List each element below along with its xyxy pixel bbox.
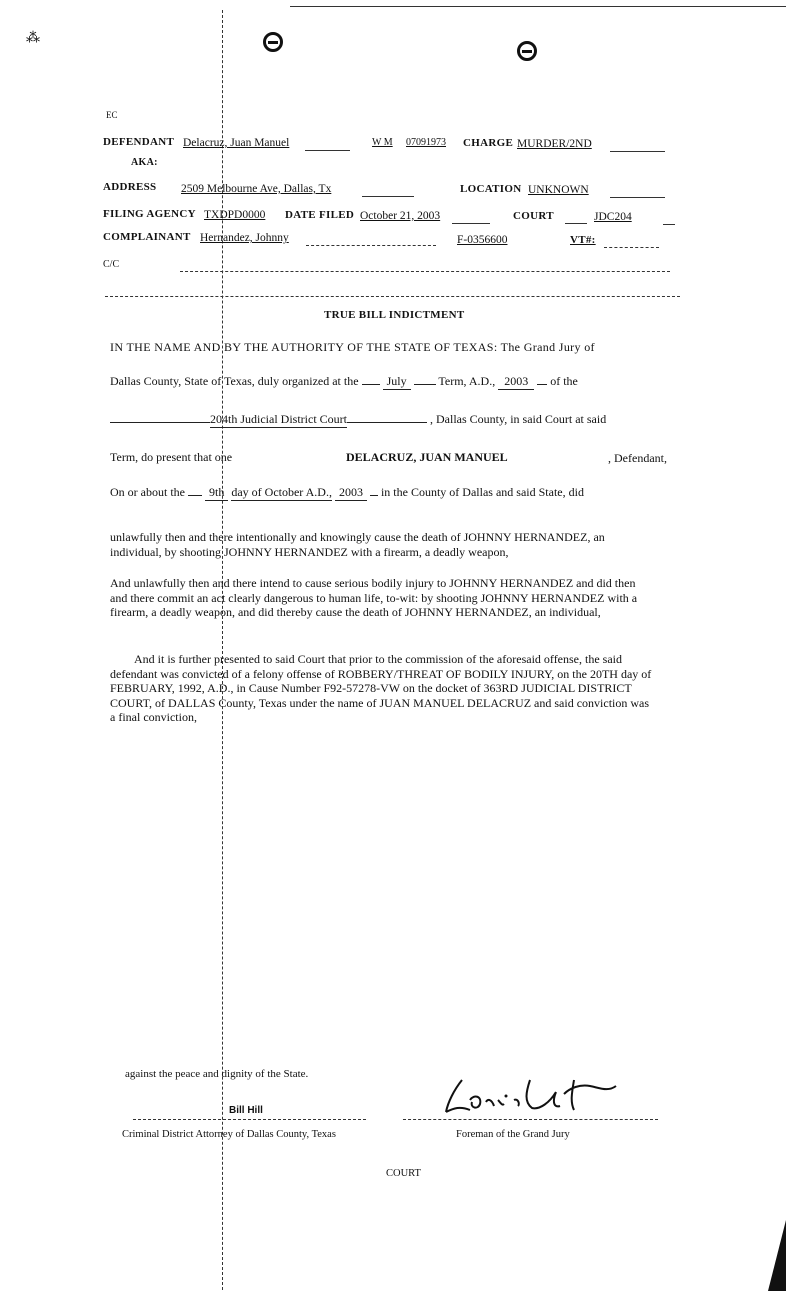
filing-agency-label: FILING AGENCY	[103, 208, 196, 220]
location-value: UNKNOWN	[528, 184, 589, 196]
term-year: 2003	[498, 374, 534, 390]
offense-day: 9th	[205, 485, 228, 501]
punch-hole-left-icon	[263, 32, 283, 52]
location-label: LOCATION	[460, 183, 522, 195]
complainant-value: Hernandez, Johnny	[200, 232, 289, 244]
body-line-1: IN THE NAME AND BY THE AUTHORITY OF THE STATE OF TEXAS: The Grand Jury of	[110, 340, 595, 354]
court-label: COURT	[513, 210, 554, 222]
address-label: ADDRESS	[103, 181, 157, 193]
body-line-5: On or about the 9th day of October A.D., 2003 in the County of Dallas and said State, did	[110, 485, 584, 499]
stamp-mark-icon: ⁂	[26, 31, 40, 46]
term-month: July	[383, 374, 411, 390]
foreman-signature-icon	[440, 1072, 630, 1122]
body-line-2: Dallas County, State of Texas, duly organized at the July Term, A.D., 2003 of the	[110, 374, 578, 388]
aka-label: AKA:	[131, 157, 158, 168]
paragraph-2: And unlawfully then and there intend to cause serious bodily injury to JOHNNY HERNANDEZ and did then and there commit an act clearly dangerous to human life, to-wit: by shooting JOHNNY HERNANDEZ with a firearm, a deadly weapon, and did thereby cause the death of JOHNNY HERNANDEZ, an individual,	[110, 576, 638, 619]
closing-line: against the peace and dignity of the State.	[125, 1068, 309, 1080]
fold-line	[222, 10, 223, 1290]
foreman-title: Foreman of the Grand Jury	[456, 1129, 570, 1140]
document-title: TRUE BILL INDICTMENT	[324, 309, 465, 321]
defendant-value: Delacruz, Juan Manuel	[183, 137, 290, 149]
top-edge-line	[290, 6, 786, 7]
dob-value: 07091973	[406, 137, 446, 148]
case-number-value: F-0356600	[457, 234, 508, 246]
foreman-signature-line	[403, 1119, 658, 1120]
court-footer-label: COURT	[386, 1168, 421, 1179]
offense-year: 2003	[335, 485, 367, 501]
corner-code: EC	[106, 110, 118, 120]
defendant-label: DEFENDANT	[103, 136, 175, 148]
charge-label: CHARGE	[463, 137, 514, 149]
cc-label: C/C	[103, 259, 120, 270]
district-court: 204th Judicial District Court	[210, 412, 347, 426]
attorney-signature-line	[133, 1119, 366, 1120]
cc-blank-line	[180, 271, 670, 272]
address-value: 2509 Melbourne Ave, Dallas, Tx	[181, 183, 332, 195]
court-value: JDC204	[594, 211, 632, 223]
charge-value: MURDER/2ND	[517, 138, 592, 150]
scan-corner-icon	[760, 1220, 786, 1291]
date-filed-label: DATE FILED	[285, 209, 355, 221]
complainant-label: COMPLAINANT	[103, 231, 191, 243]
defendant-suffix: , Defendant,	[608, 451, 667, 465]
paragraph-1: unlawfully then and there intentionally and knowingly cause the death of JOHNNY HERNANDEZ, an individual, by shooting JOHNNY HERNANDEZ with a firearm, a deadly weapon,	[110, 530, 605, 559]
date-filed-value: October 21, 2003	[360, 210, 441, 222]
body-line-4: Term, do present that one	[110, 450, 233, 464]
body-line-3: 204th Judicial District Court , Dallas County, in said Court at said	[110, 412, 606, 428]
race-sex-value: W M	[372, 137, 393, 148]
attorney-name: Bill Hill	[229, 1105, 263, 1116]
paragraph-3: And it is further presented to said Court that prior to the commission of the aforesaid offense, the said defendant was convicted of a felony offense of ROBBERY/THREAT OF BODILY INJURY, on the 20TH day of FEBRUARY, 1992, A.D., in Cause Number F92-57278-VW on the docket of 363RD JUDICIAL DISTRICT COURT, of DALLAS County, Texas under the name of JUAN MANUEL DELACRUZ and said conviction was a final conviction,	[110, 652, 652, 724]
attorney-title: Criminal District Attorney of Dallas County, Texas	[122, 1129, 336, 1140]
filing-agency-value: TXDPD0000	[204, 209, 266, 221]
punch-hole-right-icon	[517, 41, 537, 61]
defendant-name: DELACRUZ, JUAN MANUEL	[346, 450, 508, 464]
separator-line	[105, 296, 680, 297]
vt-label: VT#:	[570, 234, 596, 246]
